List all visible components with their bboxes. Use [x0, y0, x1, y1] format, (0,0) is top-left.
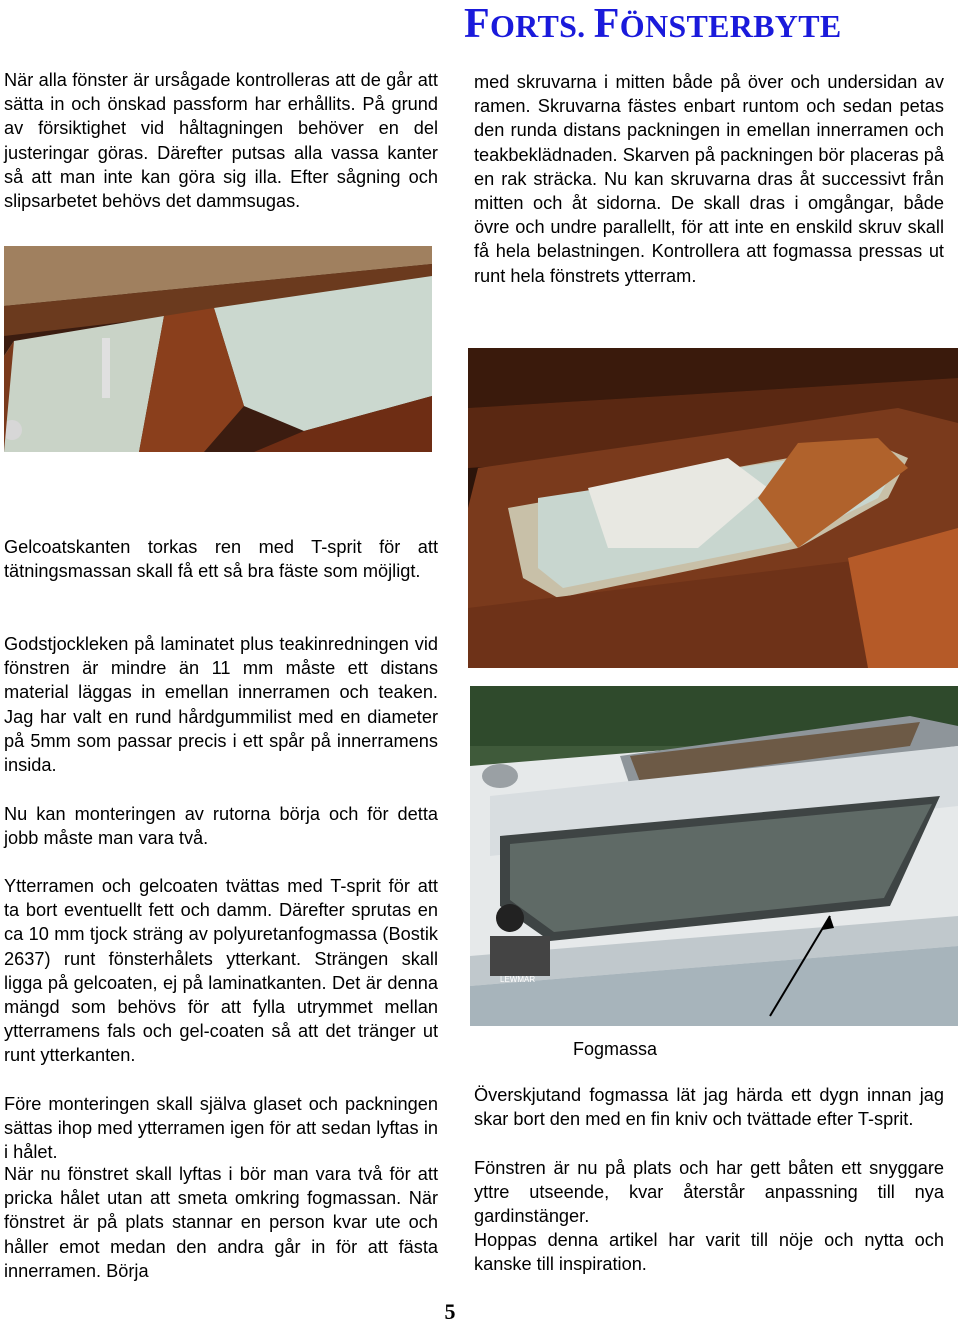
left-paragraph-1: När alla fönster är ursågade kontrolleras att de går att sätta in och önskad passform har erhållits. På grund av försiktighet vid håltagningen behöver en del justeringar göras. Därefter putsas alla vassa kanter så att man inte kan göra sig illa. Efter sågning och slipsarbetet behövs det dammsugas.	[4, 70, 438, 212]
photo-exterior-window	[470, 686, 958, 1026]
lewmar-label: LEWMAR	[500, 975, 536, 984]
left-paragraph-5: Ytterramen och gelcoaten tvättas med T-sprit för att ta bort eventuellt fett och damm. Därefter sprutas en ca 10 mm tjock sträng av polyuretanfogmassa (Bostik 2637) runt fönsterhålets ytterkant. Strängen skall ligga på gelcoaten, ej på laminatkanten. Det är denna mängd som behövs för att fylla utrymmet mellan ytterramens fals och gel-coaten så att det tränger ut runt ytterkanten.	[4, 876, 438, 1066]
page-title: FORTS. FÖNSTERBYTE	[464, 1, 842, 47]
right-paragraph-4: Hoppas denna artikel har varit till nöje och nytta och kanske till inspiration.	[474, 1230, 944, 1275]
right-paragraph-3: Fönstren är nu på plats och har gett båten ett snyggare yttre utseende, kvar återstår anpassning till nya gardinstänger.	[474, 1158, 944, 1227]
left-paragraph-2: Gelcoatskanten torkas ren med T-sprit för att tätningsmassan skall få ett så bra fäste som möjligt.	[4, 537, 438, 582]
right-paragraph-2: Överskjutand fogmassa lät jag härda ett dygn innan jag skar bort den med en fin kniv och tvättade efter T-sprit.	[474, 1085, 944, 1130]
left-paragraph-3: Godstjockleken på laminatet plus teakinredningen vid fönstren är mindre än 11 mm måste ett distans material läggas in emellan innerramen och teaken. Jag har valt en rund hårdgummilist med en diameter på 5mm som passar precis i ett spår på innerramens insida.	[4, 634, 438, 776]
page-number: 5	[444, 1299, 456, 1324]
caption-fogmassa: Fogmassa	[573, 1039, 658, 1059]
photo-interior-cutouts	[4, 246, 432, 452]
photo-interior-window	[468, 348, 958, 668]
left-paragraph-4: Nu kan monteringen av rutorna börja och för detta jobb måste man vara två.	[4, 804, 438, 849]
left-paragraph-7: När nu fönstret skall lyftas i bör man vara två för att pricka hålet utan att smeta omkring fogmassan. När fönstret är på plats stannar en person kvar ute och håller emot medan den andra går in för att fästa innerramen. Börja	[4, 1164, 438, 1281]
right-paragraph-1: med skruvarna i mitten både på över och undersidan av ramen. Skruvarna fästes enbart runtom och sedan petas den runda distans packningen in emellan innerramen och teakbeklädnaden. Skarven på packningen bör placeras på en rak sträcka. Nu kan skruvarna dras åt successivt från mitten och åt sidorna. De skall dras i omgångar, både övre och undre parallellt, för att inte en enskild skruv skall få hela belastningen. Kontrollera att fogmassa pressas ut runt hela fönstrets ytterram.	[474, 72, 944, 286]
left-paragraph-6: Före monteringen skall själva glaset och packningen sättas ihop med ytterramen igen för att sedan lyftas in i hålet.	[4, 1094, 438, 1163]
